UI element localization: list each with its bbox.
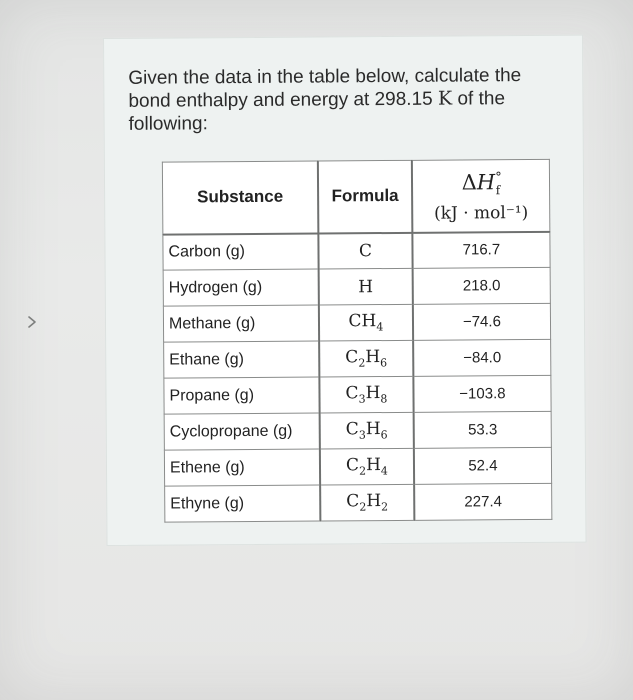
enthalpy-value-cell: 52.4 <box>414 447 552 484</box>
formula-cell: $C_2H_2$ <box>320 484 414 521</box>
substance-cell: Ethane (g) <box>164 341 320 378</box>
formula-cell: $C_2H_6$ <box>319 340 413 377</box>
enthalpy-value-cell: 53.3 <box>413 411 551 448</box>
formula-cell: H <box>319 268 413 305</box>
header-substance: Substance <box>162 161 318 234</box>
formula-cell: $C_2H_4$ <box>320 448 414 485</box>
enthalpy-value-cell: −103.8 <box>413 375 551 412</box>
table-row <box>164 411 551 450</box>
table-row <box>163 267 550 306</box>
header-enthalpy-symbol: $\Delta H^\circ_f$ <box>461 170 502 198</box>
substance-cell: Ethyne (g) <box>165 485 321 522</box>
table-row <box>164 339 551 378</box>
question-text-end: of the following: <box>128 88 506 135</box>
table-row <box>165 483 552 522</box>
table-header-row <box>162 159 549 234</box>
enthalpy-value-cell: −74.6 <box>413 303 551 340</box>
substance-cell: Carbon (g) <box>163 233 319 270</box>
enthalpy-data-table <box>162 159 553 523</box>
formula-cell: $CH_4$ <box>319 304 413 341</box>
question-text <box>128 64 564 136</box>
table-row <box>164 447 551 486</box>
header-formula: Formula <box>318 160 412 233</box>
formula-cell: C <box>318 232 412 269</box>
table-row <box>163 231 550 270</box>
formula-cell: $C_3H_8$ <box>319 376 413 413</box>
header-enthalpy <box>412 159 550 232</box>
chevron-right-icon[interactable] <box>20 310 44 334</box>
enthalpy-value-cell: 716.7 <box>412 231 550 268</box>
header-enthalpy-units: (kJ · mol⁻¹) <box>433 203 529 225</box>
question-text-start: Given the data in the table below, calculate the bond enthalpy and energy at 298.15 <box>128 65 522 112</box>
table-body <box>163 231 552 522</box>
substance-cell: Propane (g) <box>164 377 320 414</box>
temperature-unit: K <box>437 87 453 110</box>
formula-cell: $C_3H_6$ <box>320 412 414 449</box>
enthalpy-value-cell: 227.4 <box>414 483 552 520</box>
substance-cell: Ethene (g) <box>164 449 320 486</box>
substance-cell: Methane (g) <box>163 305 319 342</box>
enthalpy-value-cell: −84.0 <box>413 339 551 376</box>
table-row <box>163 303 550 342</box>
substance-cell: Cyclopropane (g) <box>164 413 320 450</box>
table-row <box>164 375 551 414</box>
substance-cell: Hydrogen (g) <box>163 269 319 306</box>
question-card <box>103 35 587 546</box>
enthalpy-value-cell: 218.0 <box>412 267 550 304</box>
